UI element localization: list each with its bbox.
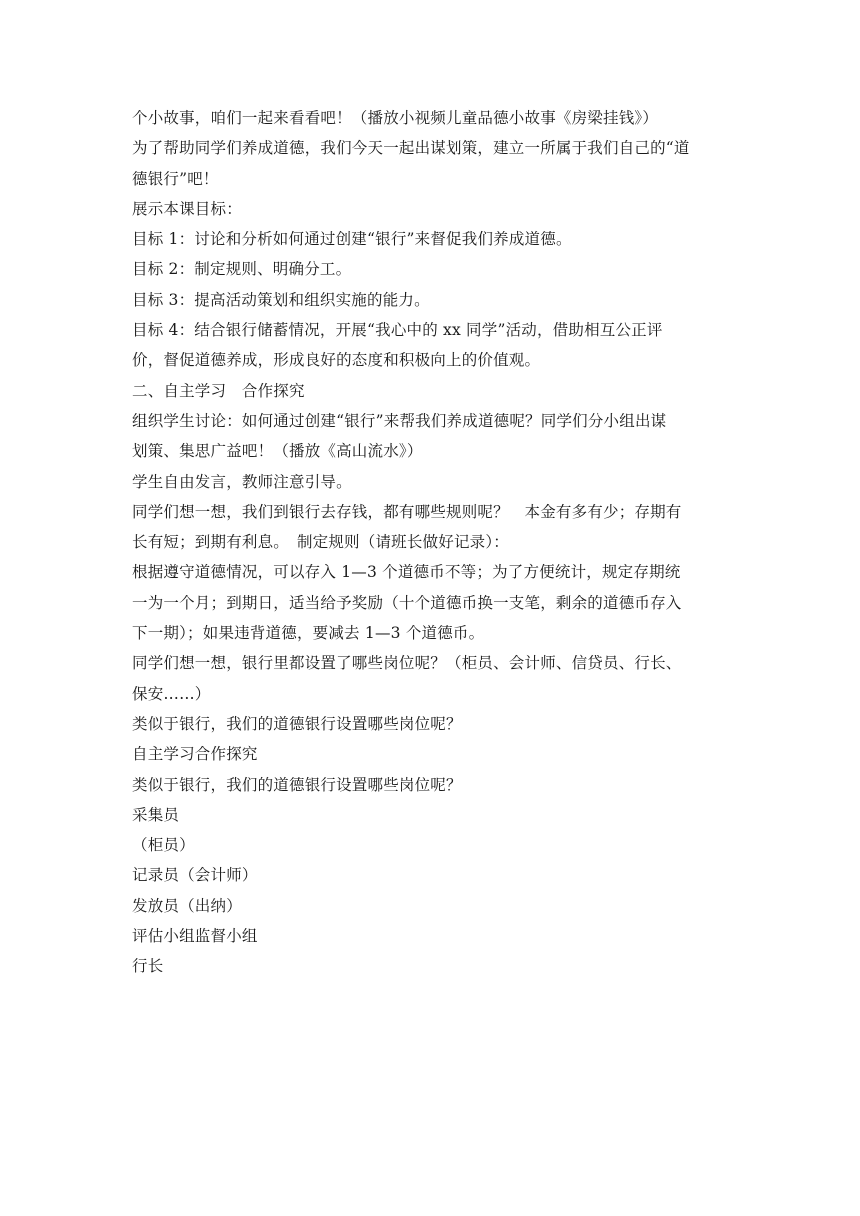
text-line: 展示本课目标： (132, 199, 242, 218)
text-line: 自主学习合作探究 (132, 745, 258, 764)
text-line: 行长 (132, 957, 164, 976)
text-line: 为了帮助同学们养成道德，我们今天一起出谋划策，建立一所属于我们自己的“道 (132, 139, 690, 158)
text-line: 德银行”吧！ (132, 169, 219, 188)
section-heading: 二、自主学习 合作探究 (132, 381, 305, 400)
text-line: 评估小组监督小组 (132, 927, 258, 946)
text-line: 目标 3：提高活动策划和组织实施的能力。 (132, 290, 430, 309)
text-line: 目标 4：结合银行储蓄情况，开展“我心中的 xx 同学”活动，借助相互公正评 (132, 321, 663, 340)
text-line: 采集员 (132, 805, 180, 824)
text-line: 一为一个月；到期日，适当给予奖励（十个道德币换一支笔，剩余的道德币存入 (132, 593, 682, 612)
text-line: 组织学生讨论：如何通过创建“银行”来帮我们养成道德呢？同学们分小组出谋 (132, 411, 667, 430)
text-line: 类似于银行，我们的道德银行设置哪些岗位呢？ (132, 775, 462, 794)
text-line: 划策、集思广益吧！（播放《高山流水》） (132, 442, 423, 461)
text-line: 发放员（出纳） (132, 896, 242, 915)
text-line: 长有短；到期有利息。 制定规则（请班长做好记录）： (132, 533, 510, 552)
text-line: 学生自由发言，教师注意引导。 (132, 472, 352, 491)
text-line: 根据遵守道德情况，可以存入 1—3 个道德币不等；为了方便统计，规定存期统 (132, 563, 681, 582)
document-body (132, 103, 732, 982)
text-line: 保安……） (132, 684, 211, 703)
text-line: 记录员（会计师） (132, 866, 258, 885)
text-line: 目标 2：制定规则、明确分工。 (132, 260, 352, 279)
text-line: 个小故事，咱们一起来看看吧！（播放小视频儿童品德小故事《房梁挂钱》） (132, 109, 659, 127)
text-line: 类似于银行，我们的道德银行设置哪些岗位呢？ (132, 714, 462, 733)
text-line: 价，督促道德养成，形成良好的态度和积极向上的价值观。 (132, 351, 541, 370)
text-line: 同学们想一想，我们到银行去存钱，都有哪些规则呢？ 本金有多有少；存期有 (132, 502, 682, 521)
text-line: 同学们想一想，银行里都设置了哪些岗位呢？（柜员、会计师、信贷员、行长、 (132, 654, 682, 673)
text-line: 下一期）；如果违背道德，要减去 1—3 个道德币。 (132, 624, 485, 643)
text-line: （柜员） (132, 836, 195, 855)
text-line: 目标 1：讨论和分析如何通过创建“银行”来督促我们养成道德。 (132, 230, 572, 249)
